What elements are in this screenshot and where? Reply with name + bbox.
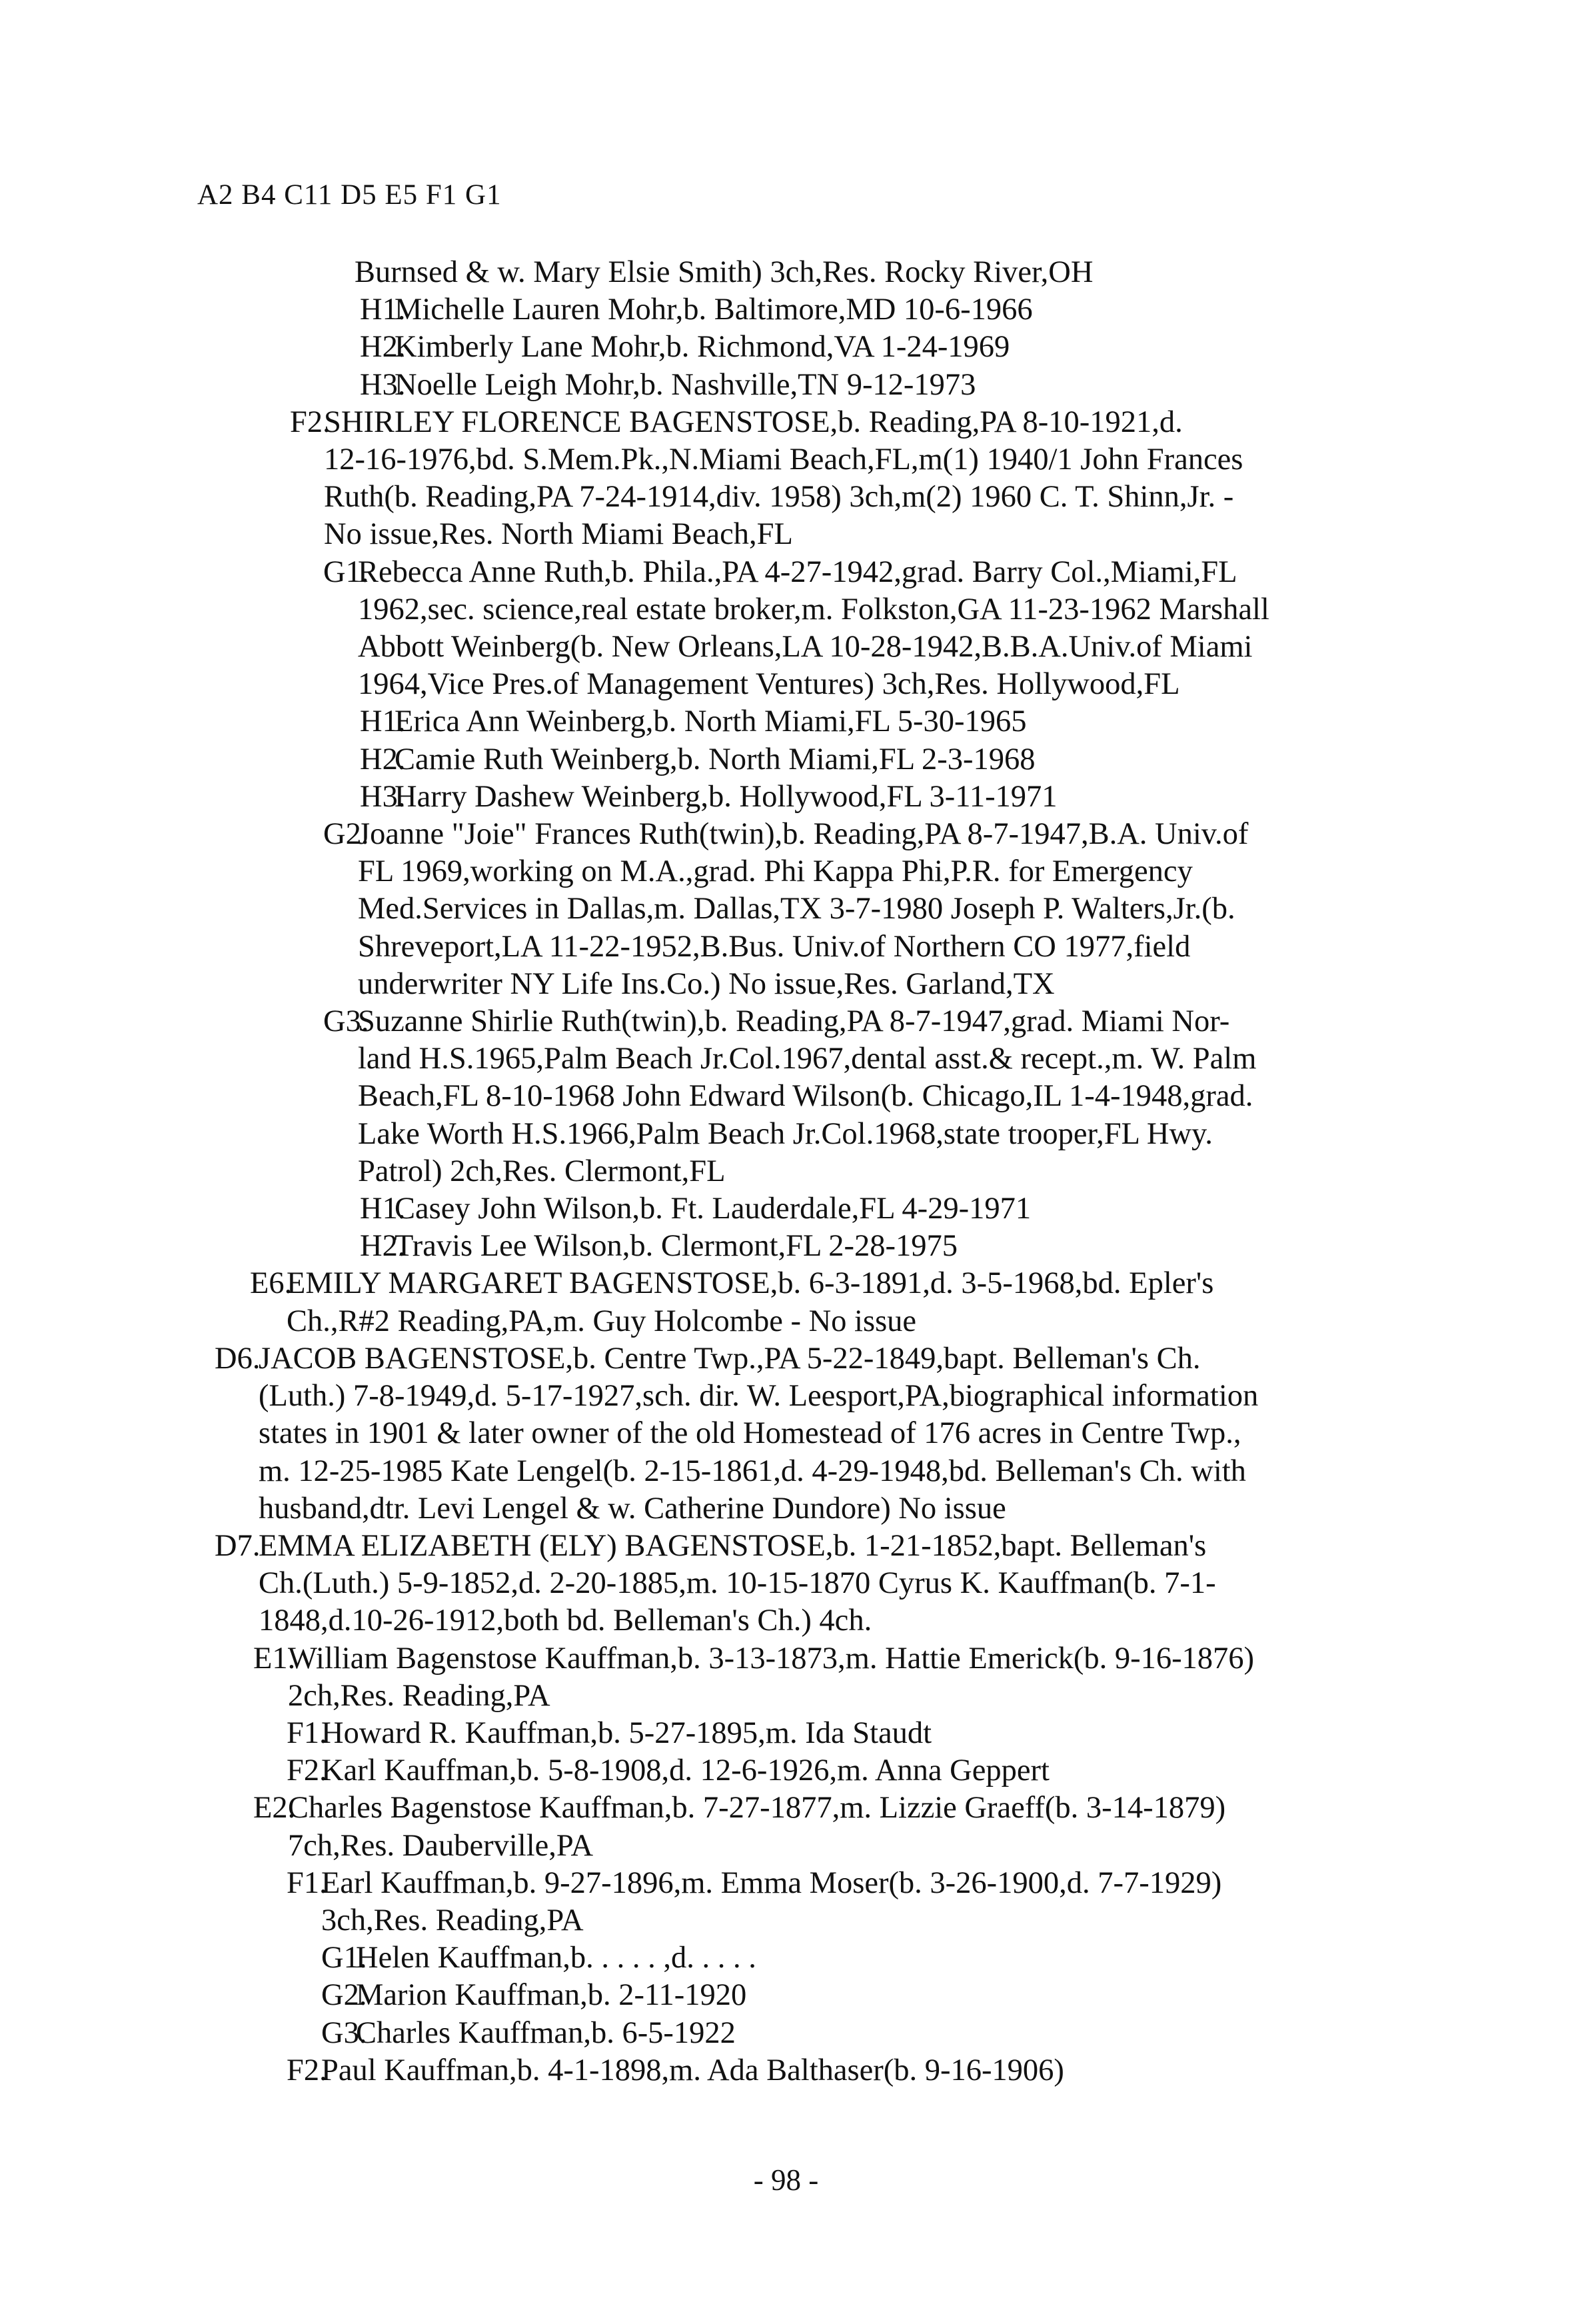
entry-text: Shreveport,LA 11-22-1952,B.Bus. Univ.of Northern CO 1977,field <box>358 929 1191 964</box>
entry-text: Paul Kauffman,b. 4-1-1898,m. Ada Balthaser(b. 9-16-1906) <box>321 2053 1064 2087</box>
generation-label: G2. <box>323 817 369 852</box>
genealogy-continuation-line <box>324 441 1572 479</box>
genealogy-body <box>0 254 1572 2089</box>
genealogy-entry <box>360 329 1572 366</box>
genealogy-entry <box>321 1977 1572 2014</box>
genealogy-continuation-line <box>288 1827 1572 1865</box>
entry-text: Patrol) 2ch,Res. Clermont,FL <box>358 1154 726 1188</box>
page-number: - 98 - <box>753 2163 819 2197</box>
entry-text: Lake Worth H.S.1966,Palm Beach Jr.Col.1968,state trooper,FL Hwy. <box>358 1116 1213 1151</box>
generation-label: E2. <box>253 1791 296 1825</box>
generation-label: F2. <box>287 1753 327 1788</box>
generation-label: D7. <box>215 1528 261 1563</box>
genealogy-continuation-line <box>358 1078 1572 1115</box>
genealogy-entry <box>321 2015 1572 2052</box>
genealogy-entry <box>287 1752 1572 1789</box>
entry-text: Erica Ann Weinberg,b. North Miami,FL 5-30-1965 <box>394 704 1027 739</box>
entry-text: 7ch,Res. Dauberville,PA <box>288 1828 594 1863</box>
generation-label: H1. <box>360 293 406 327</box>
generation-label: G1. <box>321 1941 367 1975</box>
genealogy-continuation-line <box>358 1153 1572 1190</box>
entry-text: m. 12-25-1985 Kate Lengel(b. 2-15-1861,d. 4-29-1948,bd. Belleman's Ch. with <box>259 1454 1246 1488</box>
generation-label: H2. <box>360 330 406 365</box>
genealogy-continuation-line <box>358 966 1572 1003</box>
generation-label: G1. <box>323 555 369 589</box>
entry-text: Burnsed & w. Mary Elsie Smith) 3ch,Res. Rocky River,OH <box>355 255 1094 289</box>
entry-text: Howard R. Kauffman,b. 5-27-1895,m. Ida Staudt <box>321 1716 932 1750</box>
genealogy-continuation-line <box>358 628 1572 666</box>
entry-text: underwriter NY Life Ins.Co.) No issue,Res. Garland,TX <box>358 966 1055 1001</box>
entry-text: Rebecca Anne Ruth,b. Phila.,PA 4-27-1942,grad. Barry Col.,Miami,FL <box>358 555 1237 589</box>
generation-label: E6. <box>250 1266 293 1301</box>
entry-text: 2ch,Res. Reading,PA <box>288 1678 550 1713</box>
entry-text: EMILY MARGARET BAGENSTOSE,b. 6-3-1891,d. 3-5-1968,bd. Epler's <box>287 1266 1214 1301</box>
genealogy-continuation-line <box>259 1415 1572 1452</box>
genealogy-entry <box>290 404 1572 441</box>
entry-text: 12-16-1976,bd. S.Mem.Pk.,N.Miami Beach,FL,m(1) 1940/1 John Frances <box>324 443 1243 477</box>
entry-text: FL 1969,working on M.A.,grad. Phi Kappa Phi,P.R. for Emergency <box>358 854 1193 889</box>
generation-label: H1. <box>360 1192 406 1226</box>
generation-label: E1. <box>253 1641 296 1676</box>
entry-text: Ch.(Luth.) 5-9-1852,d. 2-20-1885,m. 10-15-1870 Cyrus K. Kauffman(b. 7-1- <box>259 1566 1216 1601</box>
entry-text: 1964,Vice Pres.of Management Ventures) 3ch,Res. Hollywood,FL <box>358 667 1180 702</box>
genealogy-entry <box>321 1939 1572 1977</box>
entry-text: Med.Services in Dallas,m. Dallas,TX 3-7-1980 Joseph P. Walters,Jr.(b. <box>358 892 1235 926</box>
generation-label: G2. <box>321 1978 367 2013</box>
entry-text: Casey John Wilson,b. Ft. Lauderdale,FL 4-29-1971 <box>394 1192 1032 1226</box>
genealogy-continuation-line <box>287 1303 1572 1340</box>
entry-text: land H.S.1965,Palm Beach Jr.Col.1967,dental asst.& recept.,m. W. Palm <box>358 1042 1257 1076</box>
entry-text: Earl Kauffman,b. 9-27-1896,m. Emma Moser(b. 3-26-1900,d. 7-7-1929) <box>321 1865 1222 1900</box>
entry-text: Helen Kauffman,b. . . . . ,d. . . . . <box>356 1941 756 1975</box>
genealogy-entry <box>323 816 1572 853</box>
entry-text: Beach,FL 8-10-1968 John Edward Wilson(b. Chicago,IL 1-4-1948,grad. <box>358 1079 1253 1114</box>
genealogy-entry <box>360 1190 1572 1228</box>
genealogy-entry <box>287 1715 1572 1752</box>
entry-text: Abbott Weinberg(b. New Orleans,LA 10-28-1942,B.B.A.Univ.of Miami <box>358 630 1253 664</box>
entry-text: SHIRLEY FLORENCE BAGENSTOSE,b. Reading,PA 8-10-1921,d. <box>324 405 1183 439</box>
entry-text: (Luth.) 7-8-1949,d. 5-17-1927,sch. dir. W. Leesport,PA,biographical information <box>259 1379 1259 1414</box>
genealogy-continuation-line <box>358 666 1572 703</box>
generation-label: F2. <box>290 405 331 439</box>
genealogy-entry <box>360 778 1572 816</box>
genealogy-entry <box>360 703 1572 740</box>
entry-text: Ch.,R#2 Reading,PA,m. Guy Holcombe - No issue <box>287 1304 917 1338</box>
entry-text: 1962,sec. science,real estate broker,m. Folkston,GA 11-23-1962 Marshall <box>358 592 1269 626</box>
genealogy-entry <box>215 1528 1572 1565</box>
genealogy-entry <box>360 741 1572 778</box>
genealogy-entry <box>323 554 1572 591</box>
entry-text: Harry Dashew Weinberg,b. Hollywood,FL 3-11-1971 <box>394 779 1058 814</box>
entry-text: Noelle Leigh Mohr,b. Nashville,TN 9-12-1973 <box>394 367 976 402</box>
entry-text: husband,dtr. Levi Lengel & w. Catherine Dundore) No issue <box>259 1491 1006 1526</box>
genealogy-entry <box>360 1228 1572 1265</box>
genealogy-entry <box>323 1003 1572 1040</box>
genealogy-continuation-line <box>358 928 1572 966</box>
genealogy-entry <box>250 1265 1572 1302</box>
entry-text: Marion Kauffman,b. 2-11-1920 <box>356 1978 747 2013</box>
entry-text: Ruth(b. Reading,PA 7-24-1914,div. 1958) 3ch,m(2) 1960 C. T. Shinn,Jr. - <box>324 480 1234 515</box>
generation-label: H2. <box>360 1229 406 1264</box>
genealogy-entry <box>360 367 1572 404</box>
entry-text: Suzanne Shirlie Ruth(twin),b. Reading,PA 8-7-1947,grad. Miami Nor- <box>358 1004 1230 1039</box>
entry-text: EMMA ELIZABETH (ELY) BAGENSTOSE,b. 1-21-1852,bapt. Belleman's <box>259 1528 1207 1563</box>
entry-text: Kimberly Lane Mohr,b. Richmond,VA 1-24-1969 <box>394 330 1010 365</box>
entry-text: No issue,Res. North Miami Beach,FL <box>324 517 793 552</box>
genealogy-continuation-line <box>324 479 1572 516</box>
genealogy-entry <box>287 1865 1572 1902</box>
entry-text: states in 1901 & later owner of the old Homestead of 176 acres in Centre Twp., <box>259 1416 1241 1451</box>
entry-text: Joanne "Joie" Frances Ruth(twin),b. Reading,PA 8-7-1947,B.A. Univ.of <box>358 817 1249 852</box>
genealogy-continuation-line <box>259 1453 1572 1490</box>
genealogy-entry <box>253 1789 1572 1827</box>
genealogy-continuation-line <box>324 516 1572 553</box>
entry-text: Travis Lee Wilson,b. Clermont,FL 2-28-1975 <box>394 1229 958 1264</box>
entry-text: Karl Kauffman,b. 5-8-1908,d. 12-6-1926,m. Anna Geppert <box>321 1753 1050 1788</box>
generation-label: H3. <box>360 367 406 402</box>
genealogy-continuation-line <box>358 890 1572 928</box>
generation-label: H2. <box>360 742 406 776</box>
entry-text: 1848,d.10-26-1912,both bd. Belleman's Ch.) 4ch. <box>259 1604 872 1638</box>
generation-label: F2. <box>287 2053 327 2087</box>
generation-label: F1. <box>287 1716 327 1750</box>
entry-text: Charles Bagenstose Kauffman,b. 7-27-1877,m. Lizzie Graeff(b. 3-14-1879) <box>288 1791 1226 1825</box>
page-header-code: A2 B4 C11 D5 E5 F1 G1 <box>197 179 502 211</box>
genealogy-continuation-line <box>259 1565 1572 1602</box>
entry-text: Michelle Lauren Mohr,b. Baltimore,MD 10-6-1966 <box>394 293 1033 327</box>
genealogy-continuation-line <box>259 1490 1572 1528</box>
genealogy-continuation-line <box>259 1602 1572 1640</box>
genealogy-entry <box>215 1340 1572 1378</box>
genealogy-continuation-line <box>358 853 1572 890</box>
genealogy-continuation-line <box>358 1116 1572 1153</box>
generation-label: H3. <box>360 779 406 814</box>
entry-text: William Bagenstose Kauffman,b. 3-13-1873,m. Hattie Emerick(b. 9-16-1876) <box>288 1641 1255 1676</box>
entry-text: JACOB BAGENSTOSE,b. Centre Twp.,PA 5-22-1849,bapt. Belleman's Ch. <box>259 1341 1201 1376</box>
generation-label: H1. <box>360 704 406 739</box>
genealogy-continuation-line <box>358 1040 1572 1078</box>
generation-label: D6. <box>215 1341 261 1376</box>
genealogy-entry <box>287 2052 1572 2089</box>
genealogy-continuation-line <box>358 591 1572 628</box>
genealogy-continuation-line <box>321 1902 1572 1939</box>
generation-label: G3. <box>323 1004 369 1039</box>
entry-text: Charles Kauffman,b. 6-5-1922 <box>356 2015 736 2050</box>
entry-text: Camie Ruth Weinberg,b. North Miami,FL 2-3-1968 <box>394 742 1036 776</box>
entry-text: 3ch,Res. Reading,PA <box>321 1903 584 1937</box>
generation-label: F1. <box>287 1865 327 1900</box>
genealogy-continuation-line <box>355 254 1572 291</box>
genealogy-continuation-line <box>288 1678 1572 1715</box>
genealogy-continuation-line <box>259 1378 1572 1415</box>
generation-label: G3. <box>321 2015 367 2050</box>
genealogy-entry <box>253 1640 1572 1678</box>
genealogy-entry <box>360 291 1572 329</box>
